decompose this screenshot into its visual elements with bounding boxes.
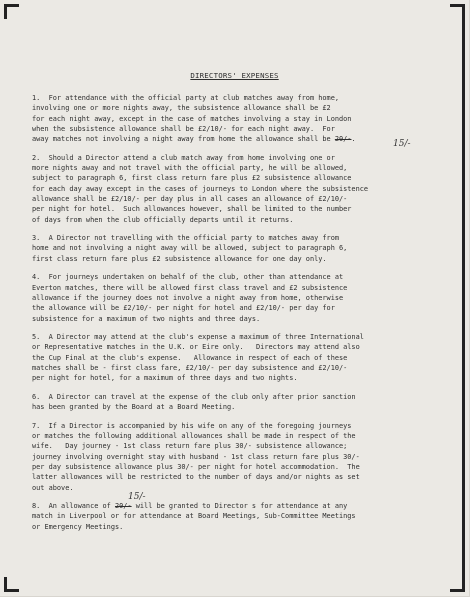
paragraph-line: 8. An allowance of 20/- will be granted to Director s for attendance at any xyxy=(32,502,348,511)
paragraph-line: out above. xyxy=(32,483,74,492)
paragraph-line: 6. A Director can travel at the expense of the club only after prior sanction xyxy=(32,392,356,401)
paragraph-line: match in Liverpool or for attendance at Board Meetings, Sub-Committee Meetings xyxy=(32,512,356,521)
struck-amount: 20/- xyxy=(334,135,352,144)
paragraph-3 xyxy=(32,233,447,264)
paragraph-line: 2. Should a Director attend a club match away from home involving one or xyxy=(32,153,335,162)
frame-corner-top-left xyxy=(4,4,19,19)
paragraph-6 xyxy=(32,392,447,413)
frame-right-edge xyxy=(462,16,465,580)
paragraph-line: 3. A Director not travelling with the official party to matches away from xyxy=(32,234,339,243)
paragraph-5 xyxy=(32,332,447,383)
paragraph-line: subject to paragraph 6, first class return fare plus £2 subsistence allowance xyxy=(32,174,352,183)
paragraph-line: journey involving overnight stay with husband - 1st class return fare plus 30/- xyxy=(32,452,360,461)
document-body xyxy=(32,93,447,540)
paragraph-line: or matches the following additional allowances shall be made in respect of the xyxy=(32,432,356,441)
paragraph-line: home and not involving a night away will be allowed, subject to paragraph 6, xyxy=(32,244,348,253)
paragraph-8 xyxy=(32,501,447,532)
paragraph-line: per night for hotel. Such allowances however, shall be limited to the number xyxy=(32,205,352,214)
paragraph-line: per day subsistence allowance plus 30/- per night for hotel accommodation. The xyxy=(32,462,360,471)
paragraph-1 xyxy=(32,93,447,144)
paragraph-line: has been granted by the Board at a Board Meeting. xyxy=(32,403,236,412)
paragraph-line: latter allowances will be restricted to the number of days and/or nights as set xyxy=(32,473,360,482)
paragraph-line: wife. Day journey - 1st class return fare plus 30/- subsistence allowance; xyxy=(32,442,348,451)
paragraph-line: more nights away and not travel with the official party, he will be allowed, xyxy=(32,164,348,173)
frame-corner-bottom-left xyxy=(4,577,19,592)
paragraph-line: or Representative matches in the U.K. or Eire only. Directors may attend also xyxy=(32,343,360,352)
paragraph-line: allowance shall be £2/10/- per day plus in all cases an allowance of £2/10/- xyxy=(32,194,348,203)
paragraph-line: the allowance will be £2/10/- per night for hotel and £2/10/- per day for xyxy=(32,304,335,313)
document-title xyxy=(0,71,469,80)
handwritten-amendment-para8: 15/- xyxy=(128,492,146,502)
paragraph-2 xyxy=(32,153,447,225)
paragraph-line: 7. If a Director is accompanied by his wife on any of the foregoing journeys xyxy=(32,421,352,430)
paragraph-line: for each night away, except in the case of matches involving a stay in London xyxy=(32,114,352,123)
paragraph-line: first class return fare plus £2 subsistence allowance for one day only. xyxy=(32,254,327,263)
paragraph-line: for each day away except in the cases of journeys to London where the subsistence xyxy=(32,184,369,193)
paragraph-line: or Emergency Meetings. xyxy=(32,522,124,531)
paragraph-line: of days from when the club officially departs until it returns. xyxy=(32,215,294,224)
paragraph-line: 5. A Director may attend at the club's expense a maximum of three International xyxy=(32,333,364,342)
paragraph-line: 4. For journeys undertaken on behalf of the club, other than attendance at xyxy=(32,273,344,282)
struck-amount: 20/- xyxy=(114,502,132,511)
paragraph-line: Everton matches, there will be allowed first class travel and £2 subsistence xyxy=(32,283,348,292)
paragraph-line: subsistence for a maximum of two nights and three days. xyxy=(32,314,261,323)
paragraph-line: the Cup Final at the club's expense. Allowance in respect of each of these xyxy=(32,353,348,362)
paragraph-line: 1. For attendance with the official party at club matches away from home, xyxy=(32,94,339,102)
paragraph-line: allowance if the journey does not involve a night away from home, otherwise xyxy=(32,293,344,302)
paragraph-line: matches shall be - first class fare, £2/10/- per day subsistence and £2/10/- xyxy=(32,364,348,373)
handwritten-amendment-para1: 15/- xyxy=(393,139,411,149)
paragraph-line: when the subsistence allowance shall be £2/10/- for each night away. For xyxy=(32,124,335,133)
document-title-text: DIRECTORS' EXPENSES xyxy=(190,71,279,80)
paragraph-line: away matches not involving a night away from home the allowance shall be 20/-. xyxy=(32,135,356,144)
paragraph-line: involving one or more nights away, the subsistence allowance shall be £2 xyxy=(32,104,331,113)
paragraph-line: per night for hotel, for a maximum of three days and two nights. xyxy=(32,374,298,383)
paragraph-7 xyxy=(32,421,447,493)
paragraph-4 xyxy=(32,272,447,323)
